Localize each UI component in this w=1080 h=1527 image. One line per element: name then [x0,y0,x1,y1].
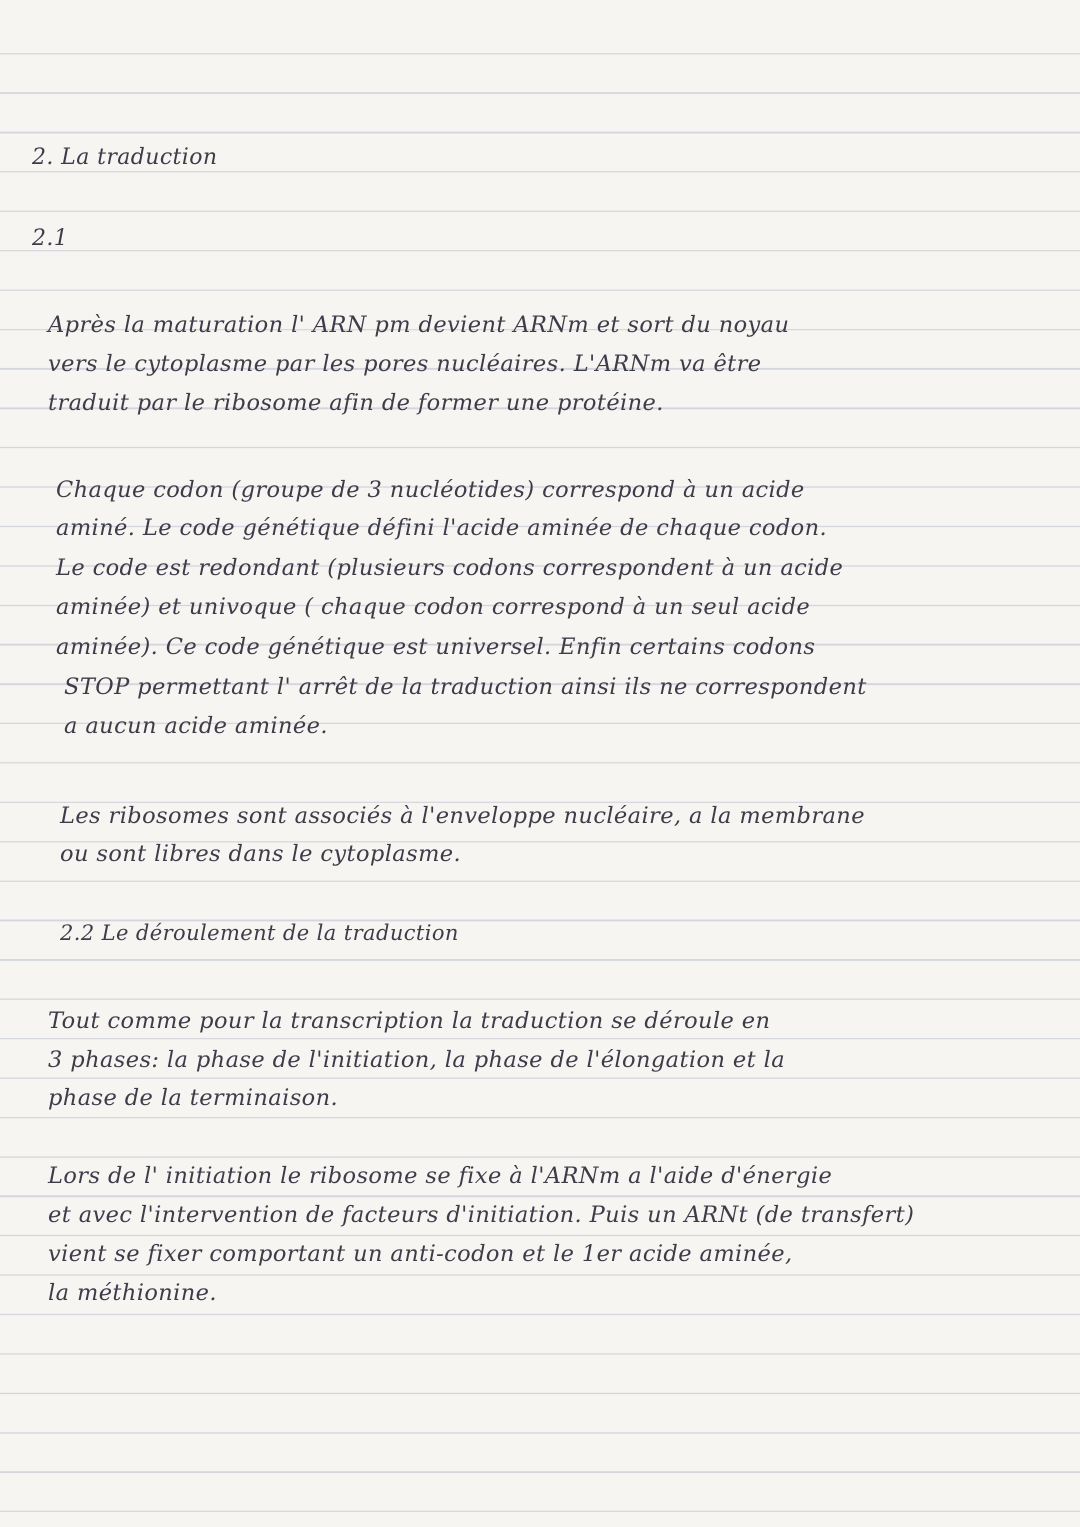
text-line: Les ribosomes sont associés à l'enveloppe nucléaire, a la membrane [60,803,865,829]
text-line: Le code est redondant (plusieurs codons correspondent à un acide [56,555,844,581]
text-line: Tout comme pour la transcription la traduction se déroule en [48,1008,771,1034]
subsection-title: 2.2 Le déroulement de la traduction [60,921,459,945]
text-line: aminée). Ce code génétique est universel. Enfin certains codons [56,634,816,660]
text-line: Lors de l' initiation le ribosome se fixe à l'ARNm a l'aide d'énergie [48,1163,833,1189]
text-line: la méthionine. [48,1280,217,1306]
text-line: Chaque codon (groupe de 3 nucléotides) correspond à un acide [56,477,805,503]
text-line: traduit par le ribosome afin de former une protéine. [48,390,664,416]
text-line: a aucun acide aminée. [64,713,328,739]
text-line: et avec l'intervention de facteurs d'initiation. Puis un ARNt (de transfert) [48,1202,915,1228]
text-line: vient se fixer comportant un anti-codon et le 1er acide aminée, [48,1241,793,1267]
text-line: Après la maturation l' ARN pm devient ARNm et sort du noyau [48,312,790,338]
section-title: 2. La traduction [32,145,218,170]
text-line: aminée) et univoque ( chaque codon correspond à un seul acide [56,594,811,620]
text-line: 3 phases: la phase de l'initiation, la phase de l'élongation et la [48,1047,786,1073]
text-line: STOP permettant l' arrêt de la traduction ainsi ils ne correspondent [64,674,867,700]
text-line: ou sont libres dans le cytoplasme. [60,841,462,867]
text-line: phase de la terminaison. [48,1085,339,1111]
text-line: aminé. Le code génétique défini l'acide aminée de chaque codon. [56,515,828,541]
text-line: vers le cytoplasme par les pores nucléaires. L'ARNm va être [48,351,762,377]
subsection-number: 2.1 [32,226,69,251]
